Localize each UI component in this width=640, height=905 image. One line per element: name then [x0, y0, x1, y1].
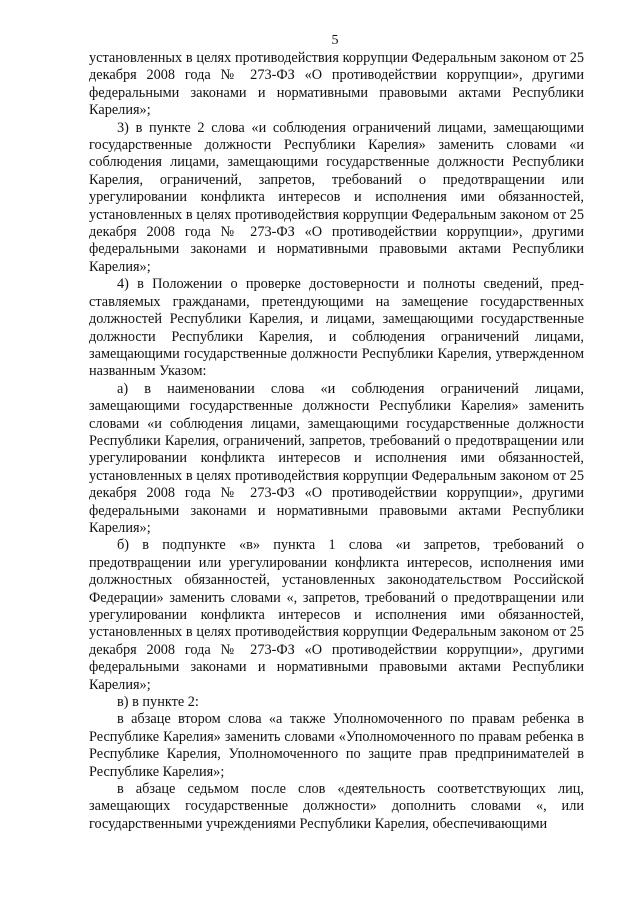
paragraph-abzac-vtoroy: в абзаце втором слова «а также Уполномоченного по правам ребенка в Республике Карелия» заменить словами «Уполномоченного по правам ребенка в Республике Карелия, Уполномоченного по защите прав предпринимателей в Республике Карелия»;	[89, 711, 584, 780]
paragraph-subitem-v: в) в пункте 2:	[117, 694, 199, 711]
document-body	[89, 50, 584, 833]
paragraph-item-4: 4) в Положении о проверке достоверности и полноты сведений, представляемых гражданами, претендующими на замещение государственных должностей Республики Карелия, и лицами, замещающими государственные должности Республики Карелия, и соблюдения ограничений лицами, замещающими государственные должности Республики Карелия, утвержденном названным Указом:	[89, 276, 584, 380]
paragraph-subitem-a: а) в наименовании слова «и соблюдения ограничений лицами, замещающими государственные должности Республики Карелия» заменить словами «и соблюдения лицами, замещающими государственные должности Республики Карелия, ограничений, запретов, требований о предотвращении или урегулировании конфликта интересов и исполнения ими обязанностей, установленных в целях противодействия коррупции Федеральным законом от 25 декабря 2008 года № 273-ФЗ «О противодействии коррупции», другими федеральными законами и нормативными правовыми актами Республики Карелия»;	[89, 380, 584, 536]
page-number: 5	[331, 33, 339, 48]
paragraph-subitem-b: б) в подпункте «в» пункта 1 слова «и запретов, требований о предотвращении или урегулировании конфликта интересов, исполнения ими должностных обязанностей, установленных законодательством Российской Федерации» заменить словами «, запретов, требований о предотвращении или урегулировании конфликта интересов и исполнения ими обязанностей, установленных в целях противодействия коррупции Федеральным законом от 25 декабря 2008 года № 273-ФЗ «О противодействии коррупции», другими федеральными законами и нормативными правовыми актами Республики Карелия»;	[89, 537, 584, 693]
paragraph-item-3: 3) в пункте 2 слова «и соблюдения ограничений лицами, замещающими государственные должности Республики Карелия» заменить словами «и соблюдения лицами, замещающими государственные должности Республики Карелия, ограничений, запретов, требований о предотвращении или урегулировании конфликта интересов и исполнения ими обязанностей, установленных в целях противодействия коррупции Федеральным законом от 25 декабря 2008 года № 273-ФЗ «О противодействии коррупции», другими федеральными законами и нормативными правовыми актами Республики Карелия»;	[89, 119, 584, 275]
paragraph-continuation: установленных в целях противодействия коррупции Федеральным законом от 25 декабря 2008 года № 273-ФЗ «О противодействии коррупции», другими федеральными законами и нормативными правовыми актами Республики Карелия»;	[89, 50, 584, 119]
paragraph-abzac-sedmoy: в абзаце седьмом после слов «деятельность соответствующих лиц, замещающих государственные должности» дополнить словами «, или государственными учреждениями Республики Карелия, обеспечивающими	[89, 781, 584, 832]
